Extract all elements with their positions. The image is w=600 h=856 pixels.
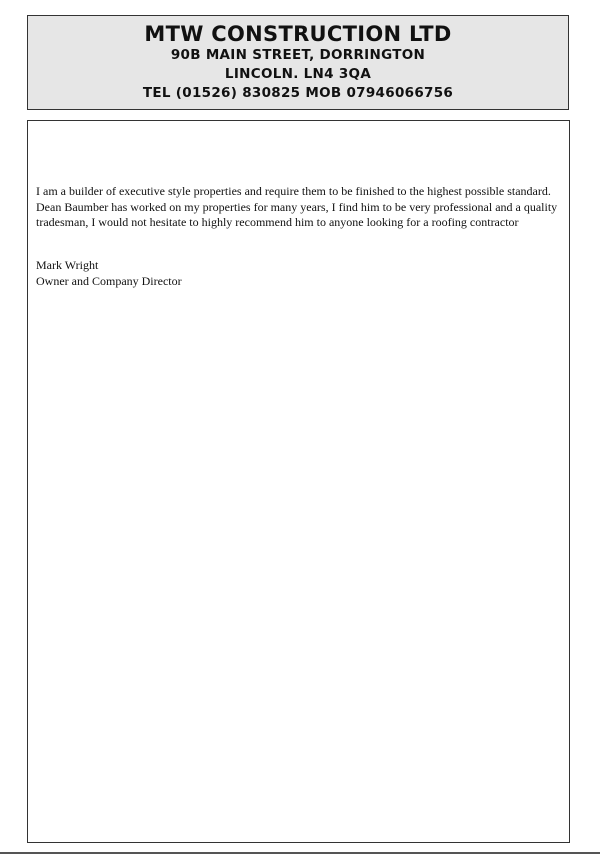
letter-body-box xyxy=(27,120,570,843)
bottom-rule xyxy=(0,852,600,854)
letterhead-box xyxy=(27,15,569,110)
signature-block xyxy=(36,258,182,289)
contact-line: TEL (01526) 830825 MOB 07946066756 xyxy=(142,85,454,101)
signatory-title: Owner and Company Director xyxy=(36,273,182,288)
company-name: MTW CONSTRUCTION LTD xyxy=(144,22,452,46)
letter-body-text: I am a builder of executive style properties and require them to be finished to the highest possible standard. Dean Baumber has worked on my properties for many years, I find him to be very professional and a quality tradesman, I would not hesitate to highly recommend him to anyone looking for a roofing contractor xyxy=(36,184,558,229)
signatory-name: Mark Wright xyxy=(36,258,99,272)
address-line-city: LINCOLN. LN4 3QA xyxy=(224,66,372,82)
address-line-street: 90B MAIN STREET, DORRINGTON xyxy=(170,47,426,63)
